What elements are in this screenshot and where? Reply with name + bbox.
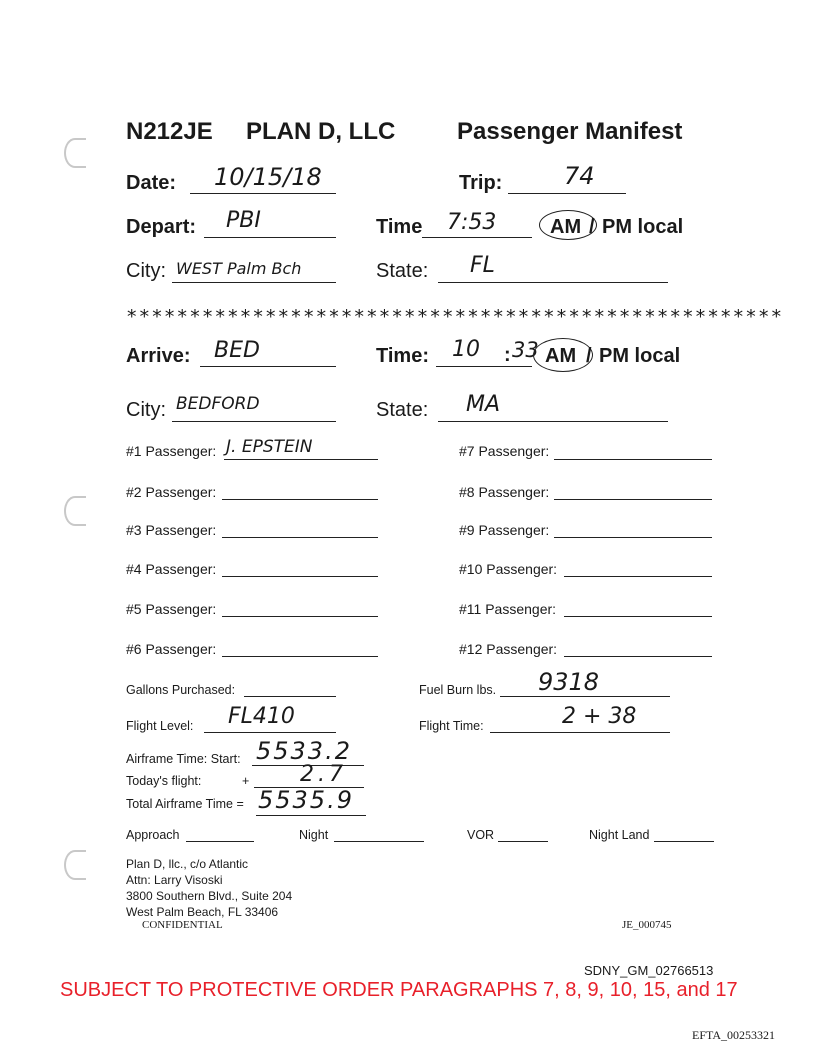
- passenger-11-line: [564, 616, 712, 617]
- punch-hole-bottom: [64, 850, 86, 880]
- passenger-12-line: [564, 656, 712, 657]
- depart-time-label: Time: [376, 216, 423, 238]
- form-title: Passenger Manifest: [457, 118, 683, 145]
- depart-city-value: WEST Palm Bch: [176, 259, 302, 278]
- arrive-state-label: State:: [376, 399, 429, 421]
- trip-line: [508, 193, 626, 194]
- passenger-7-label: #7 Passenger:: [459, 443, 550, 459]
- passenger-4-line: [222, 576, 378, 577]
- passenger-6-line: [222, 656, 378, 657]
- todays-flight-plus: +: [242, 774, 250, 788]
- depart-state-line: [438, 282, 668, 283]
- night-land-line: [654, 841, 714, 842]
- todays-flight-label: Today's flight:: [126, 774, 202, 788]
- total-airframe-label: Total Airframe Time =: [126, 797, 244, 811]
- fuel-burn-value: 9318: [538, 668, 600, 696]
- tail-number: N212JE: [126, 118, 213, 145]
- passenger-3-label: #3 Passenger:: [126, 522, 217, 538]
- protective-order-notice: SUBJECT TO PROTECTIVE ORDER PARAGRAPHS 7, 8, 9, 10, 15, and 17: [60, 979, 738, 1001]
- depart-state-label: State:: [376, 260, 429, 282]
- fuel-burn-line: [500, 696, 670, 697]
- arrive-value: BED: [214, 338, 260, 363]
- night-line: [334, 841, 424, 842]
- punch-hole-middle: [64, 496, 86, 526]
- arrive-state-line: [438, 421, 668, 422]
- depart-label: Depart:: [126, 216, 197, 238]
- arrive-line: [200, 366, 336, 367]
- depart-city-line: [172, 282, 336, 283]
- address-line-1: Plan D, llc., c/o Atlantic: [126, 857, 249, 871]
- passenger-8-label: #8 Passenger:: [459, 484, 550, 500]
- flight-time-value: 2 + 38: [562, 704, 637, 729]
- company-name: PLAN D, LLC: [246, 118, 396, 145]
- flight-level-line: [204, 732, 336, 733]
- address-line-3: 3800 Southern Blvd., Suite 204: [126, 889, 293, 903]
- depart-pm-local: PM local: [602, 216, 684, 238]
- todays-flight-value: 2.7: [300, 762, 347, 787]
- punch-hole-top: [64, 138, 86, 168]
- gallons-line: [244, 696, 336, 697]
- arrive-city-label: City:: [126, 399, 166, 421]
- passenger-5-label: #5 Passenger:: [126, 601, 217, 617]
- depart-city-label: City:: [126, 260, 166, 282]
- depart-am: AM: [550, 216, 582, 238]
- depart-slash: /: [589, 216, 595, 238]
- approach-line: [186, 841, 254, 842]
- depart-value: PBI: [226, 208, 261, 233]
- bates-number: JE_000745: [622, 919, 672, 931]
- arrive-slash: /: [586, 345, 592, 367]
- total-airframe-line: [256, 815, 366, 816]
- arrive-time-colon: :: [504, 344, 511, 366]
- separator-stars: ****************************************************: [126, 306, 784, 328]
- passenger-6-label: #6 Passenger:: [126, 641, 217, 657]
- flight-level-label: Flight Level:: [126, 719, 194, 733]
- night-land-label: Night Land: [589, 828, 650, 842]
- approach-label: Approach: [126, 828, 180, 842]
- depart-state-value: FL: [470, 253, 495, 278]
- passenger-7-line: [554, 459, 712, 460]
- depart-time-value: 7:53: [447, 210, 497, 235]
- fuel-burn-label: Fuel Burn lbs.: [419, 683, 497, 697]
- arrive-time-hour: 10: [452, 337, 480, 362]
- passenger-9-line: [554, 537, 712, 538]
- depart-line: [204, 237, 336, 238]
- passenger-2-label: #2 Passenger:: [126, 484, 217, 500]
- depart-time-line: [422, 237, 532, 238]
- arrive-state-value: MA: [466, 392, 501, 417]
- passenger-1-value: J. EPSTEIN: [226, 437, 313, 457]
- total-airframe-value: 5535.9: [258, 786, 354, 814]
- arrive-city-value: BEDFORD: [176, 394, 260, 414]
- sdny-number: SDNY_GM_02766513: [584, 963, 714, 978]
- airframe-start-label: Airframe Time: Start:: [126, 752, 241, 766]
- vor-line: [498, 841, 548, 842]
- gallons-label: Gallons Purchased:: [126, 683, 236, 697]
- address-line-2: Attn: Larry Visoski: [126, 873, 223, 887]
- arrive-city-line: [172, 421, 336, 422]
- arrive-time-min: 33: [512, 338, 539, 362]
- passenger-1-label: #1 Passenger:: [126, 443, 217, 459]
- date-line: [190, 193, 336, 194]
- trip-value: 74: [564, 162, 595, 190]
- flight-time-line: [490, 732, 670, 733]
- passenger-3-line: [222, 537, 378, 538]
- arrive-am: AM: [545, 345, 577, 367]
- passenger-4-label: #4 Passenger:: [126, 561, 217, 577]
- passenger-5-line: [222, 616, 378, 617]
- flight-level-value: FL410: [228, 704, 295, 729]
- airframe-start-value: 5533.2: [256, 737, 352, 765]
- confidential-stamp: CONFIDENTIAL: [142, 919, 223, 931]
- night-label: Night: [299, 828, 329, 842]
- arrive-time-line: [436, 366, 532, 367]
- flight-time-label: Flight Time:: [419, 719, 484, 733]
- trip-label: Trip:: [459, 172, 503, 194]
- date-label: Date:: [126, 172, 177, 194]
- passenger-12-label: #12 Passenger:: [459, 641, 558, 657]
- arrive-time-label: Time:: [376, 345, 429, 367]
- passenger-1-line: [224, 459, 378, 460]
- passenger-2-line: [222, 499, 378, 500]
- passenger-10-line: [564, 576, 712, 577]
- date-value: 10/15/18: [214, 163, 322, 191]
- passenger-8-line: [554, 499, 712, 500]
- passenger-9-label: #9 Passenger:: [459, 522, 550, 538]
- vor-label: VOR: [467, 828, 495, 842]
- passenger-10-label: #10 Passenger:: [459, 561, 558, 577]
- efta-number: EFTA_00253321: [692, 1028, 776, 1042]
- arrive-pm-local: PM local: [599, 345, 681, 367]
- arrive-label: Arrive:: [126, 345, 191, 367]
- address-line-4: West Palm Beach, FL 33406: [126, 905, 279, 919]
- passenger-11-label: #11 Passenger:: [459, 601, 557, 617]
